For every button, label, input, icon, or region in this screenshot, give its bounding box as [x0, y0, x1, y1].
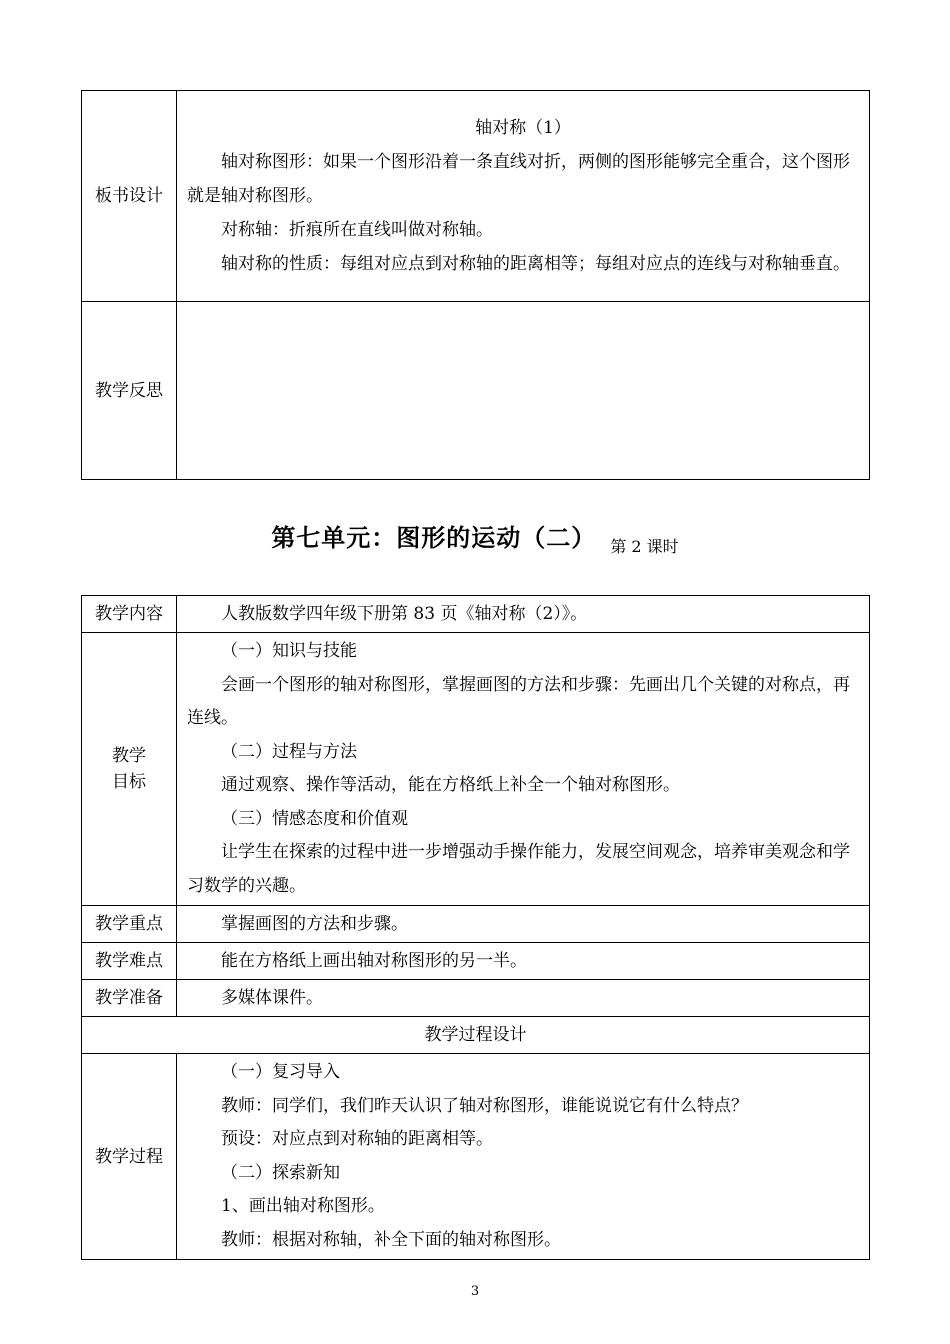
content-value: 人教版数学四年级下册第 83 页《轴对称（2）》。: [177, 596, 870, 633]
process-label: 教学过程: [82, 1054, 177, 1260]
board-design-table: [81, 90, 870, 480]
lesson-plan-table: [81, 595, 870, 1260]
preparation-value: 多媒体课件。: [177, 980, 870, 1017]
board-design-line: 对称轴：折痕所在直线叫做对称轴。: [221, 220, 493, 240]
goals-label: [82, 633, 177, 906]
process-line: （二）探索新知: [221, 1162, 340, 1183]
board-design-line: 轴对称的性质：每组对应点到对称轴的距离相等；每组对应点的连线与对称轴垂直。: [221, 254, 850, 274]
preparation-label: 教学准备: [82, 980, 177, 1017]
process-line: 教师：同学们，我们昨天认识了轴对称图形，谁能说说它有什么特点？: [221, 1095, 748, 1116]
board-design-title: 轴对称（1）: [475, 118, 571, 138]
board-design-content: [177, 91, 870, 302]
process-content: [177, 1054, 870, 1260]
process-line: 教师：根据对称轴，补全下面的轴对称图形。: [221, 1229, 561, 1250]
goals-line: 通过观察、操作等活动，能在方格纸上补全一个轴对称图形。: [221, 775, 680, 795]
lesson-number: 第 2 课时: [610, 537, 679, 556]
board-design-line: 轴对称图形：如果一个图形沿着一条直线对折，两侧的图形能够完全重合，这个图形就是轴对称图形。: [187, 152, 850, 206]
page-number: 3: [470, 1284, 480, 1299]
key-point-value: 掌握画图的方法和步骤。: [177, 906, 870, 943]
difficulty-label: 教学难点: [82, 943, 177, 980]
goals-line: （二）过程与方法: [221, 741, 357, 762]
process-line: 1、画出轴对称图形。: [221, 1196, 385, 1216]
process-line: 预设：对应点到对称轴的距离相等。: [221, 1129, 493, 1149]
reflection-label: 教学反思: [82, 302, 177, 480]
content-label: 教学内容: [82, 596, 177, 633]
goals-line: 让学生在探索的过程中进一步增强动手操作能力，发展空间观念，培养审美观念和学习数学的兴趣。: [187, 842, 850, 896]
reflection-content: [177, 302, 870, 480]
process-line: （一）复习导入: [221, 1062, 340, 1082]
goals-line: （一）知识与技能: [221, 641, 357, 661]
goals-content: [177, 633, 870, 906]
unit-title: 第七单元：图形的运动（二）: [271, 524, 597, 552]
goals-line: 会画一个图形的轴对称图形，掌握画图的方法和步骤：先画出几个关键的对称点，再连线。: [187, 674, 850, 728]
goals-label-line: 目标: [112, 772, 146, 792]
unit-heading: [0, 518, 950, 556]
goals-label-line: 教学: [112, 746, 146, 766]
key-point-label: 教学重点: [82, 906, 177, 943]
board-design-label: 板书设计: [82, 91, 177, 302]
difficulty-value: 能在方格纸上画出轴对称图形的另一半。: [177, 943, 870, 980]
goals-line: （三）情感态度和价值观: [221, 808, 408, 829]
process-header: 教学过程设计: [82, 1017, 870, 1054]
